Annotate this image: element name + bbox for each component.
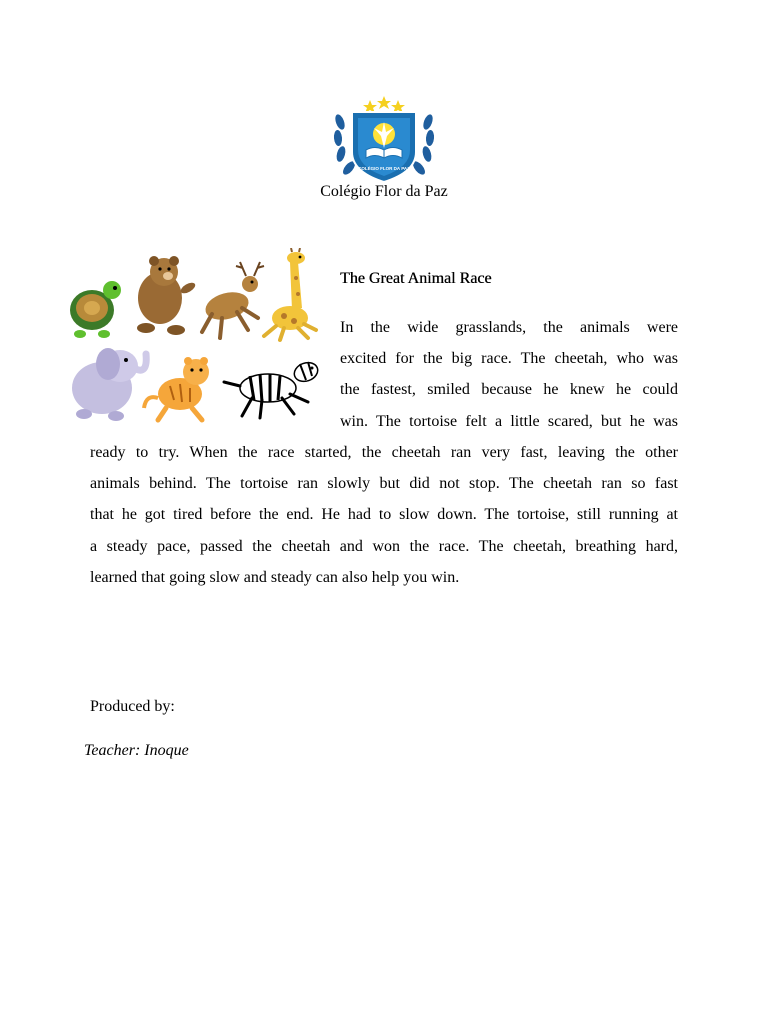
zebra-icon [224,359,320,418]
deer-icon [202,262,264,338]
tiger-icon [144,357,209,420]
story-line: the fastest, smiled because he knew he could [340,381,678,399]
school-logo [330,92,438,184]
story-line: excited for the big race. The cheetah, who was [340,350,678,368]
bear-icon [137,256,197,335]
story-line: ready to try. When the race started, the cheetah ran very fast, leaving the other [90,444,678,461]
logo-ring-text: COLÉGIO FLOR DA PAZ [358,166,410,171]
story-paragraph-full [90,437,678,593]
school-name: Colégio Flor da Paz [320,183,448,200]
tortoise-icon [70,281,121,338]
stars-icon [363,96,405,113]
story-line: win. The tortoise felt a little scared, but he was [340,412,678,430]
story-paragraph-right [340,312,678,437]
story-line: learned that going slow and steady can also help you win. [90,568,460,586]
story-line: In the wide grasslands, the animals were [340,319,678,336]
produced-by-label: Produced by: [90,698,175,715]
animals-illustration [62,248,330,426]
teacher-name: Teacher: Inoque [84,742,189,759]
giraffe-icon [264,248,316,340]
story-line: a steady pace, passed the cheetah and won the race. The cheetah, breathing hard, [90,537,678,555]
story-line: animals behind. The tortoise ran slowly but did not stop. The cheetah ran so fast [90,475,678,493]
story-title: The Great Animal Race [340,270,492,287]
elephant-icon [72,348,146,421]
story-line: that he got tired before the end. He had to slow down. The tortoise, still running at [90,506,678,524]
